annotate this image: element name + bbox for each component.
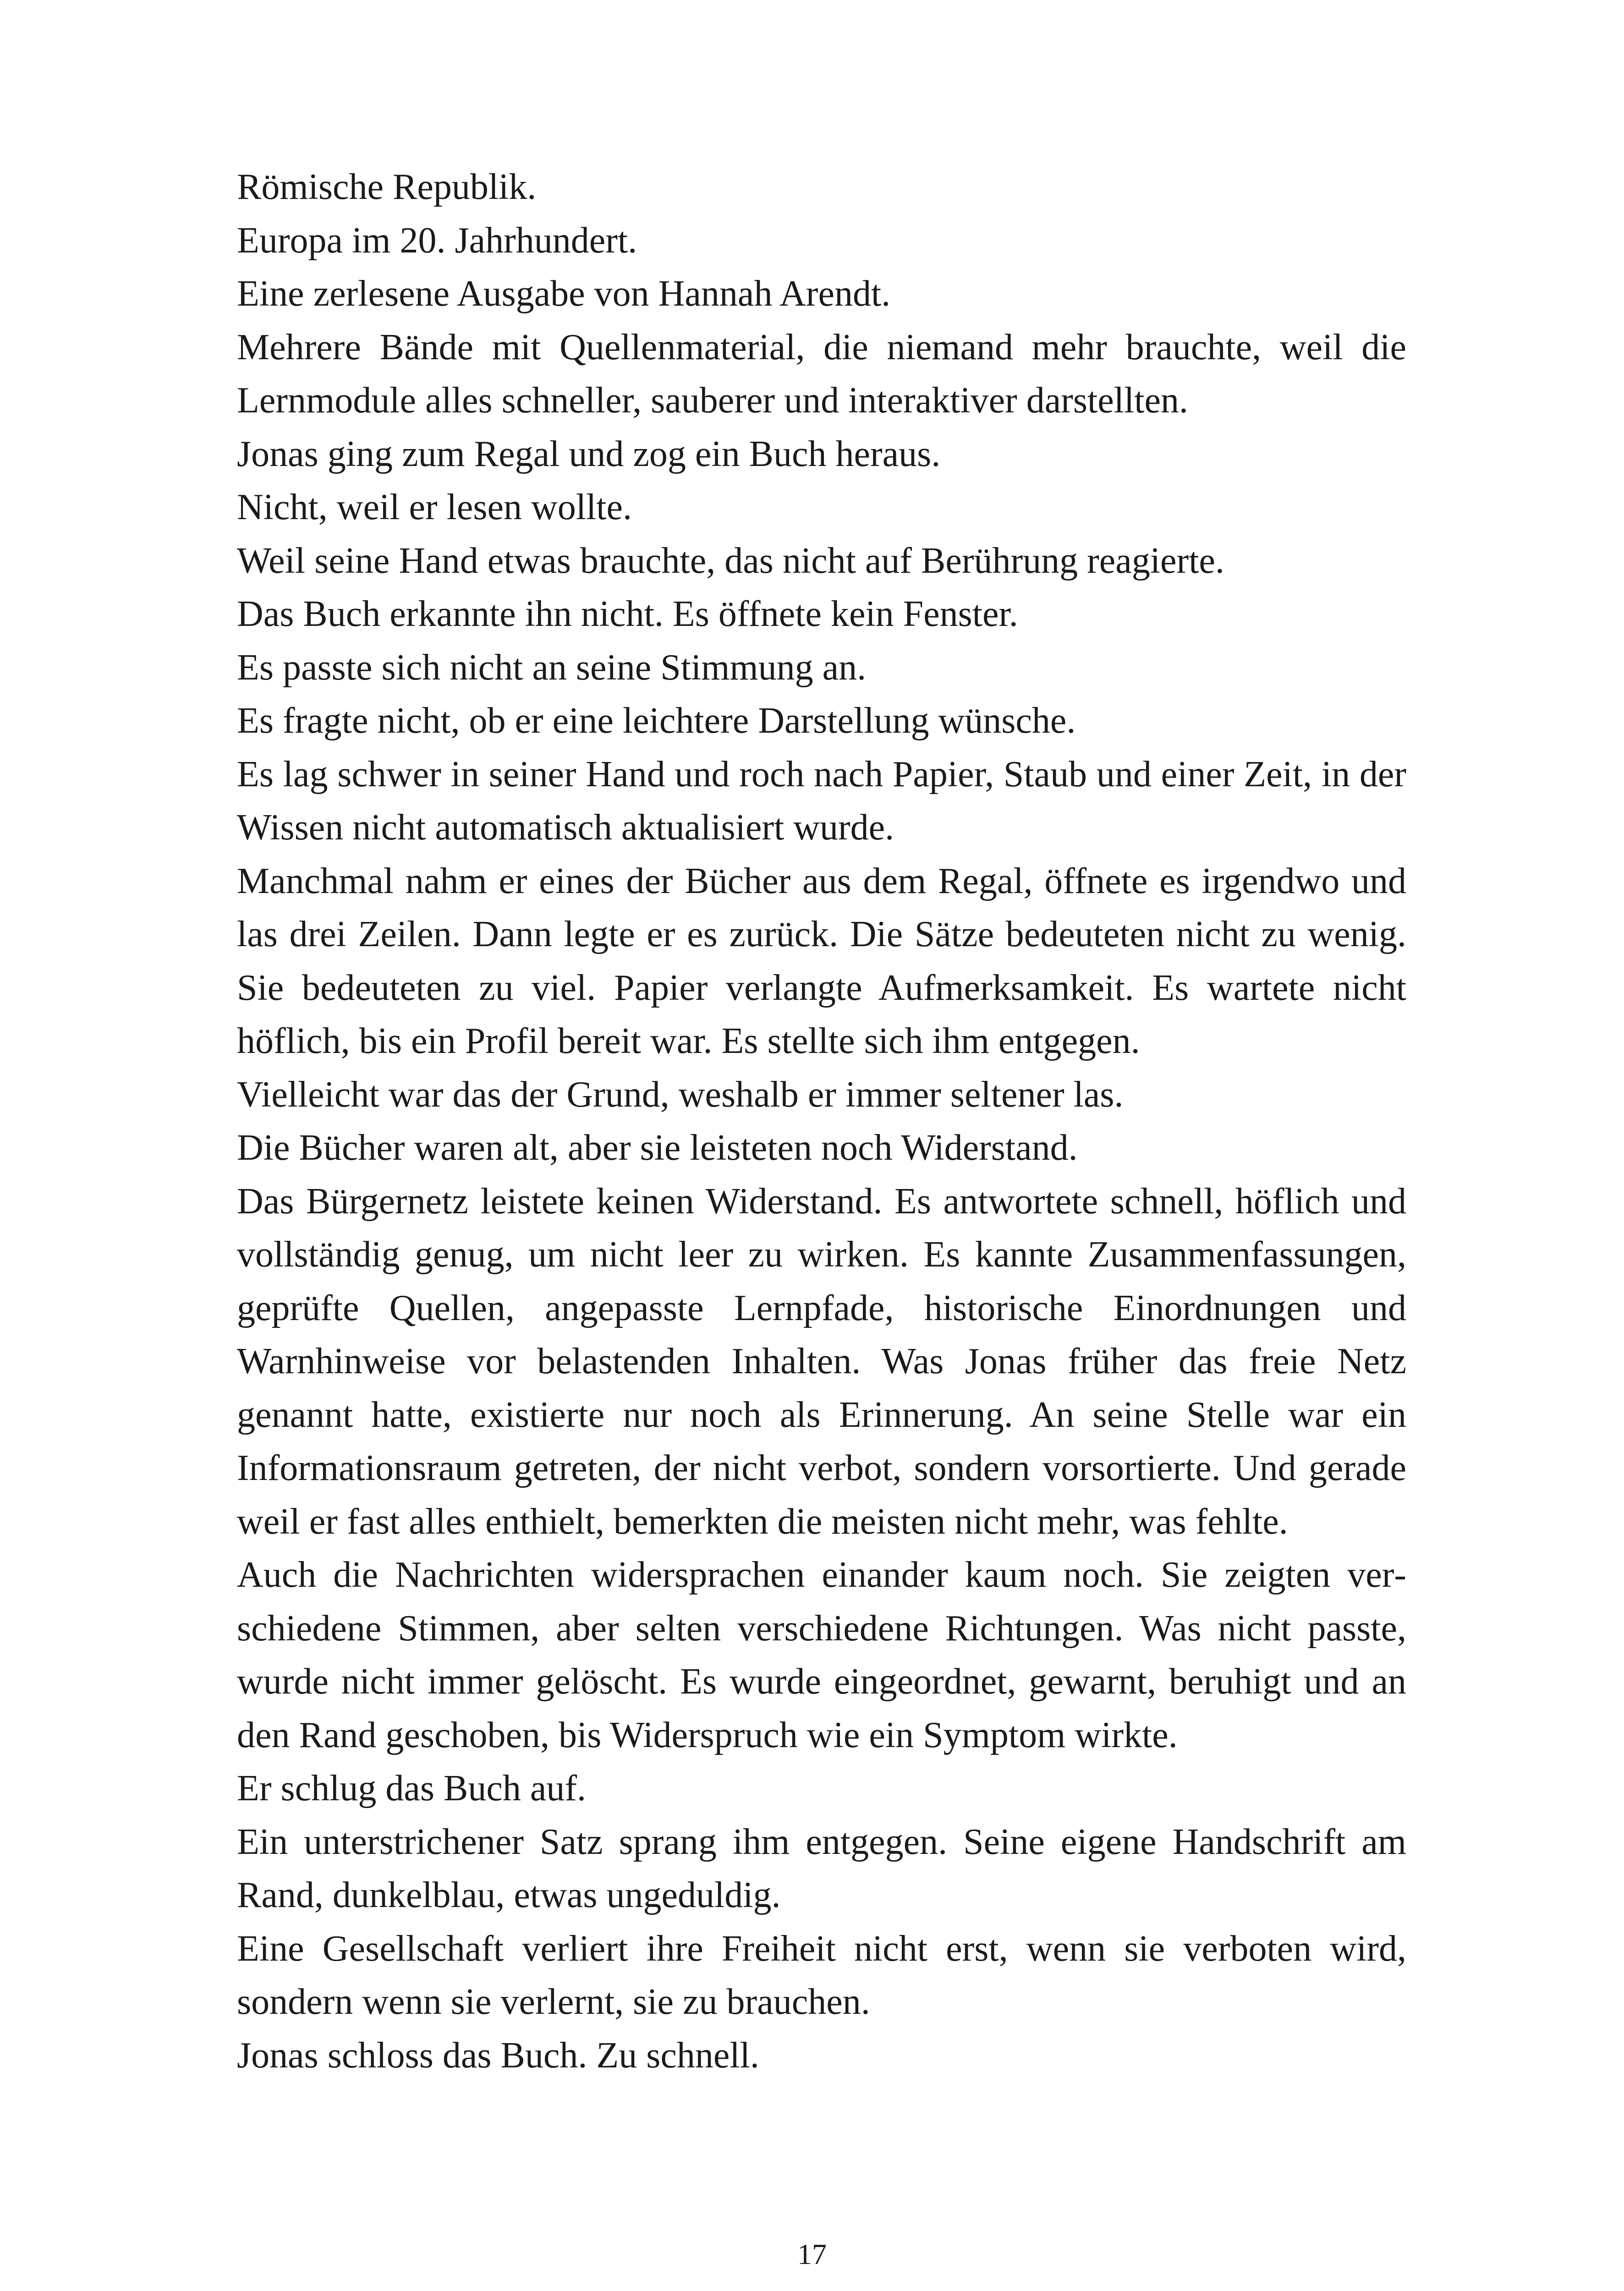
paragraph: Manchmal nahm er eines der Bücher aus dem Regal, öffnete es irgendwo und las drei Zeilen. Dann legte er es zurück. Die Sätze bedeuteten nicht zu wenig. Sie bedeuteten zu viel. Papier verlangte Aufmerksamkeit. Es wartete nicht höflich, bis ein Profil bereit war. Es stellte sich ihm entgegen. [237,860,1406,1061]
paragraph: Jonas ging zum Regal und zog ein Buch heraus. [237,433,941,474]
paragraph: Ein unterstrichener Satz sprang ihm entgegen. Seine eigene Handschrift am Rand, dunkelblau, etwas ungeduldig. [237,1821,1406,1915]
paragraph: Eine Gesellschaft verliert ihre Freiheit nicht erst, wenn sie verboten wird, sondern wenn sie verlernt, sie zu brauchen. [237,1928,1406,2022]
paragraph: Vielleicht war das der Grund, weshalb er immer seltener las. [237,1074,1124,1115]
paragraph: Römische Republik. [237,167,537,207]
paragraph: Das Buch erkannte ihn nicht. Es öffnete kein Fenster. [237,594,1018,634]
paragraph: Auch die Nachrichten widersprachen einander kaum noch. Sie zeigten verschiedene Stimmen, aber selten verschiedene Richtungen. Was nicht passte, wurde nicht immer gelöscht. Es wurde eingeordnet, gewarnt, beruhigt und an den Rand geschoben, bis Widerspruch wie ein Symptom wirkte. [237,1555,1406,1755]
paragraph: Die Bücher waren alt, aber sie leisteten noch Widerstand. [237,1128,1078,1168]
paragraph: Eine zerlesene Ausgabe von Hannah Arendt. [237,274,891,314]
paragraph: Es fragte nicht, ob er eine leichtere Darstellung wünsche. [237,701,1076,741]
paragraph: Das Bürgernetz leistete keinen Widerstand. Es antwortete schnell, höflich und vollständig genug, um nicht leer zu wirken. Es kannte Zusammenfassungen, geprüfte Quellen, angepasste Lernpfade, historische Einordnungen und Warnhinweise vor belastenden Inhalten. Was Jonas früher das freie Netz genannt hatte, existierte nur noch als Erinnerung. An seine Stelle war ein Informationsraum getreten, der nicht verbot, sondern vorsortierte. Und gerade weil er fast alles enthielt, bemerkten die meisten nicht mehr, was fehlte. [237,1181,1406,1542]
paragraph: Nicht, weil er lesen wollte. [237,487,632,527]
paragraph: Es lag schwer in seiner Hand und roch nach Papier, Staub und einer Zeit, in der Wissen nicht automatisch aktualisiert wurde. [237,754,1406,848]
paragraph: Mehrere Bände mit Quellenmaterial, die niemand mehr brauchte, weil die Lernmodule alles schneller, sauberer und interaktiver darstellten. [237,327,1406,421]
paragraph: Jonas schloss das Buch. Zu schnell. [237,2035,759,2076]
page-number: 17 [797,2238,827,2270]
paragraph: Europa im 20. Jahrhundert. [237,220,637,261]
paragraph: Er schlug das Buch auf. [237,1768,587,1809]
paragraph: Es passte sich nicht an seine Stimmung an. [237,647,867,688]
body-text [237,160,1406,2082]
paragraph: Weil seine Hand etwas brauchte, das nicht auf Berührung reagierte. [237,540,1224,581]
